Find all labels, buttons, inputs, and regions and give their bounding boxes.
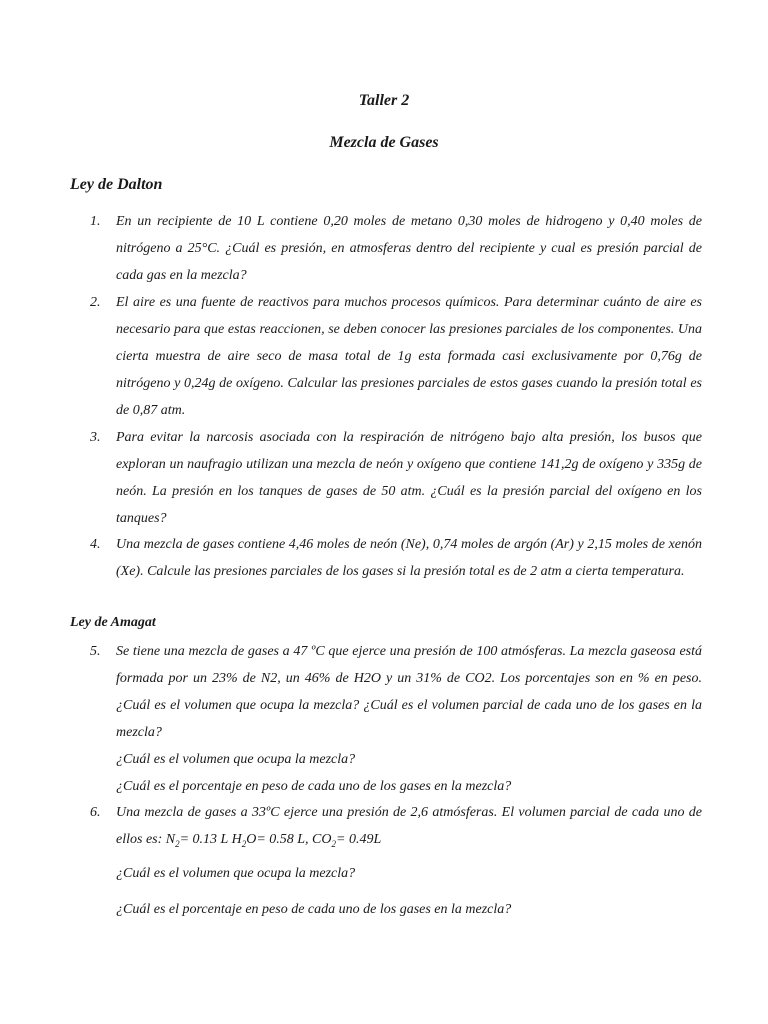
question-text: En un recipiente de 10 L contiene 0,20 moles de metano 0,30 moles de hidrogeno y 0,40 moles de nitrógeno a 25°C. ¿Cuál es presión, en atmosferas dentro del recipiente y cual es presión parcial de cada gas en la mezcla? bbox=[116, 214, 702, 283]
question-6-sub-2: ¿Cuál es el porcentaje en peso de cada uno de los gases en la mezcla? bbox=[116, 902, 512, 917]
question-number: 5. bbox=[90, 644, 101, 659]
question-3 bbox=[90, 424, 702, 532]
question-number: 2. bbox=[90, 295, 101, 310]
question-1 bbox=[90, 208, 702, 289]
question-text: El aire es una fuente de reactivos para muchos procesos químicos. Para determinar cuánto de aire es necesario para que estas reaccionen, se deben conocer las presiones parciales de los componentes. Una cierta muestra de aire seco de masa total de 1g esta formada casi exclusivamente por 0,76g de nitrógeno y 0,24g de oxígeno. Calcular las presiones parciales de estos gases cuando la presión total es de 0,87 atm. bbox=[116, 295, 702, 418]
question-5 bbox=[90, 638, 702, 746]
question-text: Una mezcla de gases a 33ºC ejerce una presión de 2,6 atmósferas. El volumen parcial de cada uno de ellos es: $N_2= 0.13$ L $H_2O= 0.58$ L, $CO_2= 0.49L$ bbox=[116, 805, 702, 849]
question-number: 6. bbox=[90, 805, 101, 820]
section-heading-dalton: Ley de Dalton bbox=[70, 176, 163, 193]
question-5-sub-1: ¿Cuál es el volumen que ocupa la mezcla? bbox=[116, 752, 356, 767]
question-text: Para evitar la narcosis asociada con la respiración de nitrógeno bajo alta presión, los busos que exploran un naufragio utilizan una mezcla de neón y oxígeno que contiene 141,2g de oxígeno y 335g de neón. La presión en los tanques de gases de 50 atm. ¿Cuál es la presión parcial del oxígeno en los tanques? bbox=[116, 430, 702, 526]
question-text: Se tiene una mezcla de gases a 47 ºC que ejerce una presión de 100 atmósferas. La mezcla gaseosa está formada por un 23% de N2, un 46% de H2O y un 31% de CO2. Los porcentajes son en % en peso. ¿Cuál es el volumen que ocupa la mezcla? ¿Cuál es el volumen parcial de cada uno de los gases en la mezcla? bbox=[116, 644, 702, 740]
question-number: 1. bbox=[90, 214, 101, 229]
question-2 bbox=[90, 289, 702, 424]
question-6 bbox=[90, 799, 702, 853]
page-title: Taller 2 bbox=[358, 92, 410, 109]
section-heading-amagat: Ley de Amagat bbox=[70, 615, 156, 630]
question-text: Una mezcla de gases contiene 4,46 moles de neón (Ne), 0,74 moles de argón (Ar) y 2,15 moles de xenón (Xe). Calcule las presiones parciales de los gases si la presión total es de 2 atm a cierta temperatura. bbox=[116, 537, 702, 579]
question-5-sub-2: ¿Cuál es el porcentaje en peso de cada uno de los gases en la mezcla? bbox=[116, 779, 512, 794]
question-4 bbox=[90, 531, 702, 585]
page-subtitle: Mezcla de Gases bbox=[329, 134, 439, 151]
question-number: 3. bbox=[90, 430, 101, 445]
question-number: 4. bbox=[90, 537, 101, 552]
question-6-sub-1: ¿Cuál es el volumen que ocupa la mezcla? bbox=[116, 866, 356, 881]
